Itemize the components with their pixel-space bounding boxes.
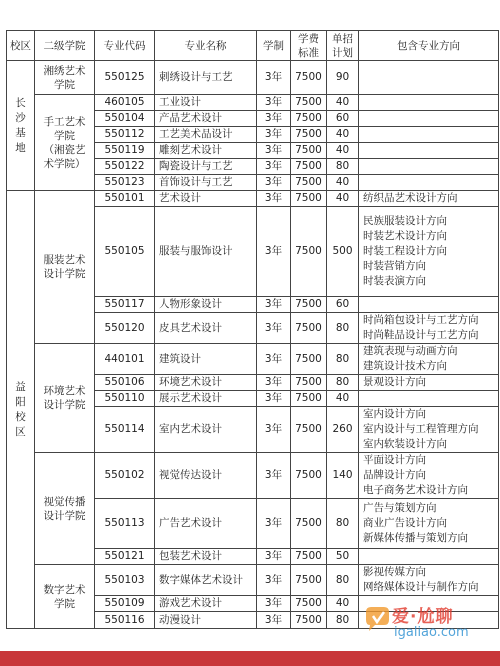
major-code-cell: 550109 — [95, 596, 155, 612]
directions-cell — [359, 111, 499, 127]
directions-cell — [359, 127, 499, 143]
tuition-cell: 7500 — [291, 297, 327, 313]
plan-cell: 40 — [327, 127, 359, 143]
college-name-line: 设计学院 — [43, 268, 86, 280]
header-campus: 校区 — [7, 31, 35, 61]
campus-cell — [7, 191, 35, 629]
plan-cell: 60 — [327, 111, 359, 127]
major-name-cell: 人物形象设计 — [155, 297, 257, 313]
major-code-cell: 550119 — [95, 143, 155, 159]
campus-char: 阳 — [15, 395, 26, 408]
tuition-cell: 7500 — [291, 565, 327, 596]
duration-cell: 3年 — [257, 407, 291, 453]
tuition-cell: 7500 — [291, 407, 327, 453]
tuition-cell: 7500 — [291, 596, 327, 612]
direction-item: 室内设计与工程管理方向 — [363, 423, 479, 435]
college-name-line: 设计学院 — [43, 399, 86, 411]
major-name-cell: 雕刻艺术设计 — [155, 143, 257, 159]
college-name-line: 学院 — [54, 129, 75, 142]
major-name-cell: 动漫设计 — [155, 612, 257, 629]
major-name-cell: 室内艺术设计 — [155, 407, 257, 453]
major-name-cell: 皮具艺术设计 — [155, 313, 257, 344]
plan-cell: 40 — [327, 95, 359, 111]
directions-cell — [359, 175, 499, 191]
major-name-cell: 产品艺术设计 — [155, 111, 257, 127]
plan-cell: 40 — [327, 175, 359, 191]
tuition-cell: 7500 — [291, 549, 327, 565]
college-cell — [35, 95, 95, 191]
duration-cell: 3年 — [257, 111, 291, 127]
direction-item: 民族服装设计方向 — [363, 215, 447, 227]
plan-cell: 40 — [327, 596, 359, 612]
major-code-cell: 550122 — [95, 159, 155, 175]
directions-cell — [359, 565, 499, 596]
duration-cell: 3年 — [257, 313, 291, 344]
college-cell — [35, 191, 95, 344]
plan-cell: 40 — [327, 191, 359, 207]
tuition-cell: 7500 — [291, 391, 327, 407]
major-code-cell: 460105 — [95, 95, 155, 111]
major-name-cell: 环境艺术设计 — [155, 375, 257, 391]
directions-cell — [359, 313, 499, 344]
college-name-line: 湘绣艺术 — [43, 64, 86, 77]
header-plan: 单招计划 — [327, 31, 359, 61]
major-name-cell: 艺术设计 — [155, 191, 257, 207]
college-cell — [35, 344, 95, 453]
plan-cell: 80 — [327, 375, 359, 391]
directions-cell — [359, 61, 499, 95]
duration-cell: 3年 — [257, 453, 291, 499]
direction-item: 新媒体传播与策划方向 — [363, 532, 468, 544]
plan-cell: 80 — [327, 612, 359, 629]
major-name-cell: 刺绣设计与工艺 — [155, 61, 257, 95]
campus-cell — [7, 61, 35, 191]
directions-cell — [359, 549, 499, 565]
header-directions: 包含专业方向 — [359, 31, 499, 61]
major-code-cell: 550123 — [95, 175, 155, 191]
plan-cell: 40 — [327, 143, 359, 159]
duration-cell: 3年 — [257, 565, 291, 596]
directions-cell — [359, 95, 499, 111]
watermark-url: igaliao.com — [394, 625, 469, 640]
duration-cell: 3年 — [257, 549, 291, 565]
directions-cell — [359, 297, 499, 313]
tuition-cell: 7500 — [291, 375, 327, 391]
major-name-cell: 视觉传达设计 — [155, 453, 257, 499]
college-cell — [35, 565, 95, 629]
directions-cell — [359, 207, 499, 297]
directions-cell — [359, 159, 499, 175]
college-name-line: 环境艺术 — [43, 385, 86, 397]
admission-plan-table-wrapper — [6, 30, 498, 640]
duration-cell: 3年 — [257, 499, 291, 549]
college-name-line: 学院 — [54, 597, 75, 610]
header-college: 二级学院 — [35, 31, 95, 61]
major-name-cell: 工艺美术品设计 — [155, 127, 257, 143]
tuition-cell: 7500 — [291, 499, 327, 549]
plan-cell: 80 — [327, 313, 359, 344]
tuition-cell: 7500 — [291, 313, 327, 344]
direction-item: 影视传媒方向 — [363, 566, 426, 578]
tuition-cell: 7500 — [291, 344, 327, 375]
college-name-line: 视觉传播 — [43, 495, 86, 508]
major-code-cell: 550110 — [95, 391, 155, 407]
site-watermark — [358, 598, 498, 648]
direction-item: 景观设计方向 — [363, 376, 426, 388]
major-name-cell: 建筑设计 — [155, 344, 257, 375]
major-code-cell: 550104 — [95, 111, 155, 127]
duration-cell: 3年 — [257, 612, 291, 629]
plan-cell: 60 — [327, 297, 359, 313]
plan-cell: 50 — [327, 549, 359, 565]
header-duration: 学制 — [257, 31, 291, 61]
direction-item: 建筑表现与动画方向 — [363, 345, 458, 357]
tuition-cell: 7500 — [291, 175, 327, 191]
major-code-cell: 440101 — [95, 344, 155, 375]
duration-cell: 3年 — [257, 159, 291, 175]
major-code-cell: 550113 — [95, 499, 155, 549]
direction-item: 时装表演方向 — [363, 275, 426, 287]
major-name-cell: 服装与服饰设计 — [155, 207, 257, 297]
directions-cell — [359, 407, 499, 453]
directions-cell — [359, 499, 499, 549]
college-name-line: 手工艺术 — [43, 115, 86, 128]
table-row — [7, 95, 499, 111]
plan-cell: 80 — [327, 565, 359, 596]
header-tuition: 学费标准 — [291, 31, 327, 61]
direction-item: 广告与策划方向 — [363, 502, 437, 514]
direction-item: 建筑设计技术方向 — [363, 360, 447, 372]
major-code-cell: 550116 — [95, 612, 155, 629]
directions-cell — [359, 375, 499, 391]
duration-cell: 3年 — [257, 375, 291, 391]
major-code-cell: 550101 — [95, 191, 155, 207]
table-row — [7, 344, 499, 375]
major-name-cell: 广告艺术设计 — [155, 499, 257, 549]
college-name-line: 术学院） — [43, 157, 86, 170]
tuition-cell: 7500 — [291, 453, 327, 499]
college-name-line: 数字艺术 — [43, 583, 86, 596]
direction-item: 室内设计方向 — [363, 408, 426, 420]
campus-char: 地 — [15, 141, 26, 154]
tuition-cell: 7500 — [291, 207, 327, 297]
major-code-cell: 550114 — [95, 407, 155, 453]
campus-char: 基 — [15, 126, 26, 139]
plan-cell: 80 — [327, 344, 359, 375]
direction-item: 时装工程设计方向 — [363, 245, 447, 257]
major-code-cell: 550120 — [95, 313, 155, 344]
direction-item: 时尚箱包设计与工艺方向 — [363, 314, 479, 326]
direction-item: 时尚鞋品设计与工艺方向 — [363, 329, 479, 341]
table-row — [7, 453, 499, 499]
direction-item: 商业广告设计方向 — [363, 517, 447, 529]
chat-bubble-logo-icon — [362, 604, 392, 634]
table-row — [7, 565, 499, 596]
college-name-line: 学院 — [54, 78, 75, 91]
major-name-cell: 数字媒体艺术设计 — [155, 565, 257, 596]
college-name-line: 设计学院 — [43, 509, 86, 522]
admission-plan-table — [6, 30, 499, 629]
major-code-cell: 550106 — [95, 375, 155, 391]
major-code-cell: 550112 — [95, 127, 155, 143]
table-header-row — [7, 31, 499, 61]
direction-item: 纺织品艺术设计方向 — [363, 192, 458, 204]
footer-bar — [0, 651, 500, 666]
duration-cell: 3年 — [257, 127, 291, 143]
directions-cell — [359, 344, 499, 375]
directions-cell — [359, 143, 499, 159]
tuition-cell: 7500 — [291, 127, 327, 143]
campus-char: 益 — [15, 380, 26, 393]
header-major-name: 专业名称 — [155, 31, 257, 61]
direction-item: 时装营销方向 — [363, 260, 426, 272]
direction-item: 平面设计方向 — [363, 454, 426, 466]
plan-cell: 500 — [327, 207, 359, 297]
direction-item: 时装艺术设计方向 — [363, 230, 447, 242]
table-row — [7, 61, 499, 95]
duration-cell: 3年 — [257, 391, 291, 407]
duration-cell: 3年 — [257, 61, 291, 95]
directions-cell — [359, 391, 499, 407]
duration-cell: 3年 — [257, 95, 291, 111]
table-row — [7, 191, 499, 207]
major-name-cell: 游戏艺术设计 — [155, 596, 257, 612]
major-code-cell: 550103 — [95, 565, 155, 596]
plan-cell: 140 — [327, 453, 359, 499]
duration-cell: 3年 — [257, 344, 291, 375]
duration-cell: 3年 — [257, 297, 291, 313]
tuition-cell: 7500 — [291, 143, 327, 159]
duration-cell: 3年 — [257, 175, 291, 191]
major-code-cell: 550125 — [95, 61, 155, 95]
tuition-cell: 7500 — [291, 61, 327, 95]
duration-cell: 3年 — [257, 596, 291, 612]
tuition-cell: 7500 — [291, 191, 327, 207]
major-name-cell: 陶瓷设计与工艺 — [155, 159, 257, 175]
major-code-cell: 550121 — [95, 549, 155, 565]
major-name-cell: 包装艺术设计 — [155, 549, 257, 565]
major-code-cell: 550105 — [95, 207, 155, 297]
college-cell — [35, 453, 95, 565]
campus-char: 区 — [15, 425, 26, 438]
plan-cell: 80 — [327, 499, 359, 549]
watermark-brand: 爱·尬聊 — [392, 607, 454, 627]
major-code-cell: 550102 — [95, 453, 155, 499]
college-cell — [35, 61, 95, 95]
plan-cell: 90 — [327, 61, 359, 95]
direction-item: 网络媒体设计与制作方向 — [363, 581, 479, 593]
campus-char: 校 — [15, 410, 26, 423]
direction-item: 品牌设计方向 — [363, 469, 426, 481]
duration-cell: 3年 — [257, 207, 291, 297]
direction-item: 室内软装设计方向 — [363, 438, 447, 450]
duration-cell: 3年 — [257, 143, 291, 159]
direction-item: 电子商务艺术设计方向 — [363, 484, 468, 496]
major-name-cell: 工业设计 — [155, 95, 257, 111]
tuition-cell: 7500 — [291, 159, 327, 175]
directions-cell — [359, 453, 499, 499]
major-name-cell: 首饰设计与工艺 — [155, 175, 257, 191]
tuition-cell: 7500 — [291, 612, 327, 629]
college-name-line: 服装艺术 — [43, 254, 86, 266]
tuition-cell: 7500 — [291, 95, 327, 111]
plan-cell: 260 — [327, 407, 359, 453]
major-name-cell: 展示艺术设计 — [155, 391, 257, 407]
plan-cell: 80 — [327, 159, 359, 175]
duration-cell: 3年 — [257, 191, 291, 207]
campus-char: 沙 — [15, 111, 26, 124]
major-code-cell: 550117 — [95, 297, 155, 313]
campus-char: 长 — [15, 96, 26, 109]
college-name-line: （湘瓷艺 — [43, 143, 86, 156]
header-major-code: 专业代码 — [95, 31, 155, 61]
directions-cell — [359, 191, 499, 207]
plan-cell: 40 — [327, 391, 359, 407]
tuition-cell: 7500 — [291, 111, 327, 127]
